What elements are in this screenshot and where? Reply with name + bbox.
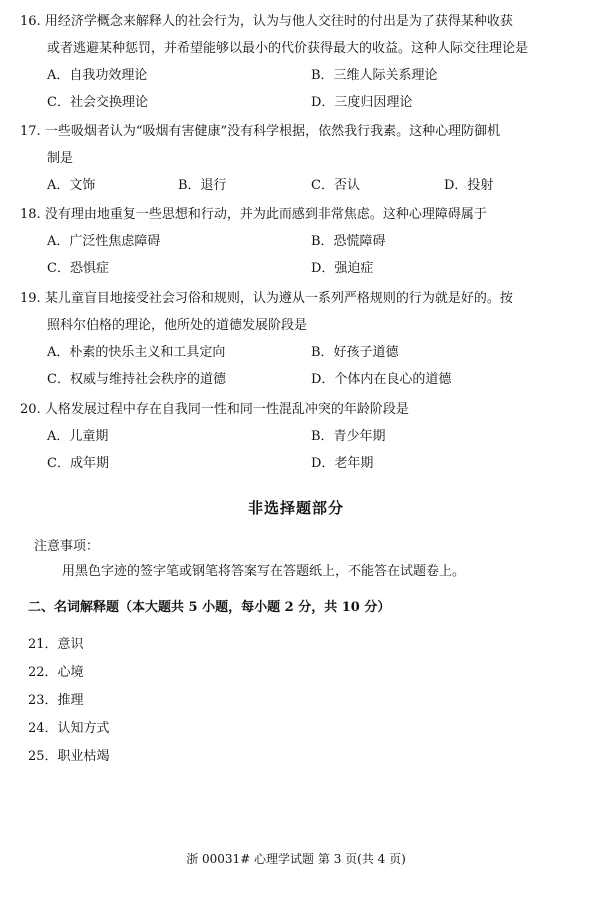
page-footer: 浙 00031# 心理学试题 第 3 页(共 4 页) (186, 852, 406, 866)
question-16-option-a: A．自我功效理论 (47, 68, 148, 83)
question-20 (20, 396, 580, 477)
question-18-option-b: B．恐慌障碍 (311, 234, 386, 249)
question-19-option-a: A．朴素的快乐主义和工具定向 (47, 345, 226, 360)
question-16-option-c: C．社会交换理论 (47, 95, 148, 110)
question-16-option-b: B．三维人际关系理论 (311, 68, 438, 83)
question-20-stem: 20. 人格发展过程中存在自我同一性和同一性混乱冲突的年龄阶段是 (20, 402, 409, 417)
question-20-option-a: A．儿童期 (47, 429, 109, 444)
question-17-option-b: B．退行 (178, 178, 227, 193)
question-17-stem-line1: 17. 一些吸烟者认为“吸烟有害健康”没有科学根据，依然我行我素。这种心理防御机 (20, 124, 501, 139)
question-19-stem-line1: 19. 某儿童盲目地接受社会习俗和规则，认为遵从一系列严格规则的行为就是好的。按 (20, 291, 513, 306)
term-24: 24．认知方式 (28, 721, 110, 736)
question-19-option-d: D．个体内在良心的道德 (311, 372, 452, 387)
part2-heading: 二、名词解释题（本大题共 5 小题，每小题 2 分，共 10 分） (28, 600, 391, 615)
question-16-option-d: D．三度归因理论 (311, 95, 413, 110)
question-16 (20, 8, 580, 116)
question-17-option-c: C．否认 (311, 178, 360, 193)
question-20-option-c: C．成年期 (47, 456, 109, 471)
question-17-option-d: D．投射 (444, 178, 494, 193)
question-20-option-d: D．老年期 (311, 456, 374, 471)
question-18 (20, 201, 580, 282)
term-21: 21．意识 (28, 637, 84, 652)
question-18-option-a: A．广泛性焦虑障碍 (47, 234, 161, 249)
notice-heading: 注意事项： (34, 539, 100, 554)
question-18-option-c: C．恐惧症 (47, 261, 109, 276)
question-19-stem-line2: 照科尔伯格的理论，他所处的道德发展阶段是 (47, 318, 308, 333)
term-23: 23．推理 (28, 693, 84, 708)
question-17-option-a: A．文饰 (47, 178, 96, 193)
question-20-option-b: B．青少年期 (311, 429, 386, 444)
question-19 (20, 285, 580, 393)
term-22: 22．心境 (28, 665, 84, 680)
question-18-stem: 18. 没有理由地重复一些思想和行动，并为此而感到非常焦虑。这种心理障碍属于 (20, 207, 487, 222)
question-19-option-c: C．权威与维持社会秩序的道德 (47, 372, 226, 387)
question-16-stem-line2: 或者逃避某种惩罚，并希望能够以最小的代价获得最大的收益。这种人际交往理论是 (47, 41, 529, 56)
term-25: 25．职业枯竭 (28, 749, 110, 764)
question-17-stem-line2: 制是 (47, 151, 74, 166)
question-16-stem-line1: 16. 用经济学概念来解释人的社会行为，认为与他人交往时的付出是为了获得某种收获 (20, 14, 513, 29)
section-title: 非选择题部分 (247, 499, 344, 517)
question-18-option-d: D．强迫症 (311, 261, 374, 276)
question-19-option-b: B．好孩子道德 (311, 345, 399, 360)
notice-text: 用黑色字迹的签字笔或钢笔将答案写在答题纸上，不能答在试题卷上。 (62, 564, 466, 579)
question-17 (20, 118, 580, 199)
